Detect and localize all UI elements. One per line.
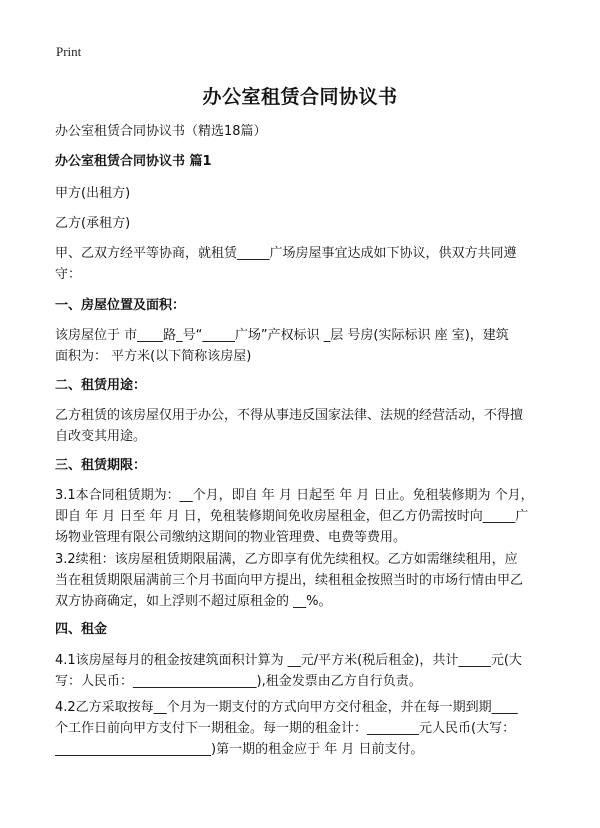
usage-paragraph <box>55 405 550 447</box>
paragraph-line: 3.2续租：该房屋租赁期限届满，乙方即享有优先续租权。乙方如需继续租用，应 <box>55 552 518 567</box>
paragraph-line: ________________________)第一期的租金应于 年 月 日前支付。 <box>55 742 424 757</box>
section-heading-term: 三、租赁期限： <box>55 458 147 473</box>
print-link[interactable]: Print <box>56 44 82 59</box>
section-heading-rent: 四、租金 <box>55 622 108 637</box>
paragraph-line: 场物业管理有限公司缴纳这期间的物业管理费、电费等费用。 <box>55 530 407 545</box>
document-subtitle: 办公室租赁合同协议书（精选18篇） <box>55 124 267 139</box>
paragraph-line: 双方协商确定，如上浮则不超过原租金的 __%。 <box>55 594 332 609</box>
section-heading-location: 一、房屋位置及面积： <box>55 298 186 313</box>
paragraph-line: 当在租赁期限届满前三个月书面向甲方提出，续租租金按照当时的市场行情由甲乙 <box>55 573 524 588</box>
paragraph-line: 3.1本合同租赁期为：__个月，即自 年 月 日起至 年 月 日止。免租装修期为 个月， <box>55 488 534 503</box>
intro-line: 守： <box>55 267 82 282</box>
paragraph-line: 自改变其用途。 <box>55 429 147 444</box>
paragraph-line: 4.1该房屋每月的租金按建筑面积计算为 __元/平方米(税后租金)，共计_____元(大 <box>55 653 522 668</box>
party-a-line: 甲方(出租方) <box>55 186 131 201</box>
paragraph-line: 4.2乙方采取按每__个月为一期支付的方式向甲方交付租金，并在每一期到期____ <box>55 700 518 715</box>
part-heading: 办公室租赁合同协议书 篇1 <box>55 154 212 169</box>
paragraph-line: 面积为： 平方米(以下简称该房屋) <box>55 349 252 364</box>
location-paragraph <box>55 325 550 367</box>
paragraph-line: 个工作日前向甲方支付下一期租金。每一期的租金计：________元人民币(大写： <box>55 721 516 736</box>
paragraph-line: 乙方租赁的该房屋仅用于办公，不得从事违反国家法律、法规的经营活动，不得擅 <box>55 408 524 423</box>
paragraph-line: 写：人民币：___________________),租金发票由乙方自行负责。 <box>55 674 422 689</box>
rent-paragraph-4-2 <box>55 697 550 760</box>
intro-line: 甲、乙双方经平等协商，就租赁_____广场房屋事宜达成如下协议，供双方共同遵 <box>55 246 517 261</box>
paragraph-line: 即自 年 月 日至 年 月 日，免租装修期间免收房屋租金，但乙方仍需按时向_____广 <box>55 509 529 524</box>
page-title: 办公室租赁合同协议书 <box>202 86 398 108</box>
rent-paragraph-4-1 <box>55 650 550 692</box>
intro-paragraph <box>55 243 550 285</box>
term-paragraph-3-1 <box>55 485 550 548</box>
paragraph-line: 该房屋位于 市____路_号“_____广场”产权标识 _层 号房(实际标识 座 室)，建筑 <box>55 328 509 343</box>
section-heading-usage: 二、租赁用途： <box>55 378 147 393</box>
term-paragraph-3-2 <box>55 549 550 612</box>
party-b-line: 乙方(承租方) <box>55 216 131 231</box>
